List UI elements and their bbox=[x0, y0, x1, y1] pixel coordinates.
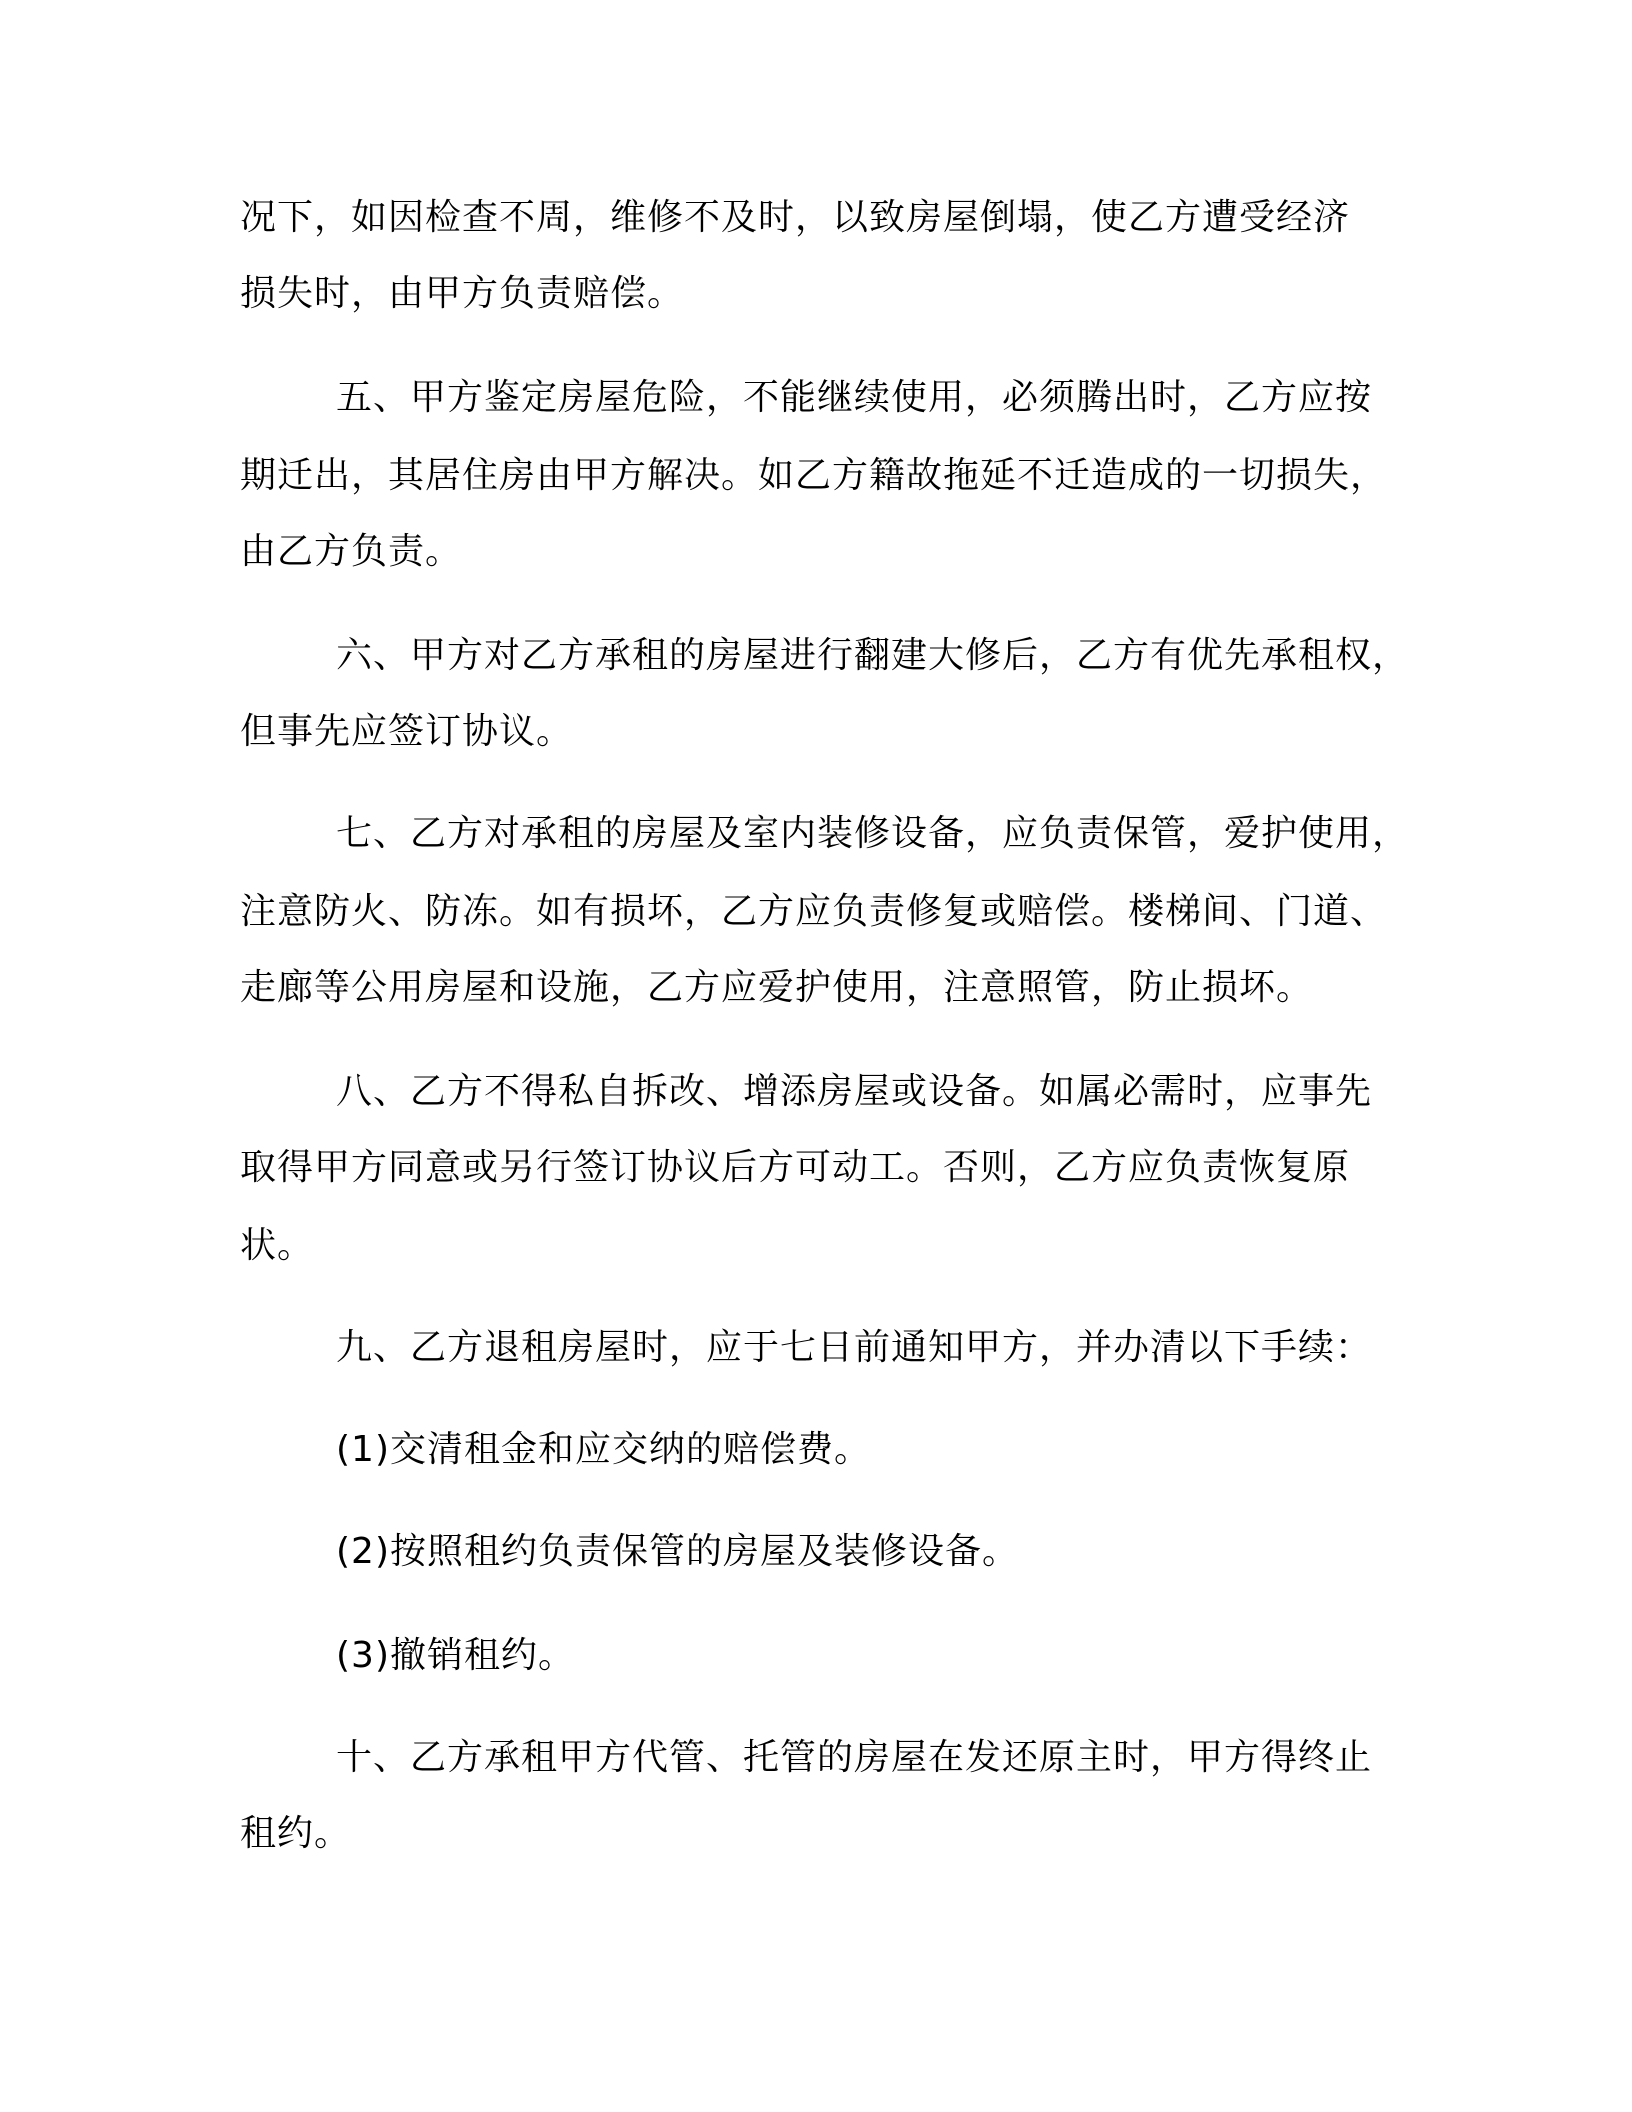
paragraph-line: 状。 bbox=[240, 1225, 315, 1266]
paragraph-line: 期迁出，其居住房由甲方解决。如乙方籍故拖延不迁造成的一切损失， bbox=[240, 455, 1388, 496]
clause-7-first-line: 七、乙方对承租的房屋及室内装修设备，应负责保管，爱护使用， bbox=[336, 813, 1410, 854]
paragraph-line: 租约。 bbox=[240, 1813, 352, 1854]
clause-8-first-line: 八、乙方不得私自拆改、增添房屋或设备。如属必需时，应事先 bbox=[336, 1071, 1373, 1112]
sub-item-1: (1)交清租金和应交纳的赔偿费。 bbox=[336, 1429, 871, 1470]
paragraph-line: 但事先应签订协议。 bbox=[240, 711, 574, 752]
paragraph-line: 走廊等公用房屋和设施，乙方应爱护使用，注意照管，防止损坏。 bbox=[240, 967, 1314, 1008]
sub-item-2: (2)按照租约负责保管的房屋及装修设备。 bbox=[336, 1531, 1019, 1572]
paragraph-line: 损失时，由甲方负责赔偿。 bbox=[240, 273, 685, 314]
clause-6-first-line: 六、甲方对乙方承租的房屋进行翻建大修后，乙方有优先承租权， bbox=[336, 635, 1410, 676]
paragraph-line: 取得甲方同意或另行签订协议后方可动工。否则，乙方应负责恢复原 bbox=[240, 1147, 1351, 1188]
paragraph-line: 况下，如因检查不周，维修不及时，以致房屋倒塌，使乙方遭受经济 bbox=[240, 197, 1351, 238]
sub-item-3: (3)撤销租约。 bbox=[336, 1635, 575, 1676]
clause-5-first-line: 五、甲方鉴定房屋危险，不能继续使用，必须腾出时，乙方应按 bbox=[336, 377, 1373, 418]
clause-9-first-line: 九、乙方退租房屋时，应于七日前通知甲方，并办清以下手续： bbox=[336, 1327, 1373, 1368]
paragraph-line: 注意防火、防冻。如有损坏，乙方应负责修复或赔偿。楼梯间、门道、 bbox=[240, 891, 1388, 932]
clause-10-first-line: 十、乙方承租甲方代管、托管的房屋在发还原主时，甲方得终止 bbox=[336, 1737, 1373, 1778]
paragraph-line: 由乙方负责。 bbox=[240, 531, 463, 572]
